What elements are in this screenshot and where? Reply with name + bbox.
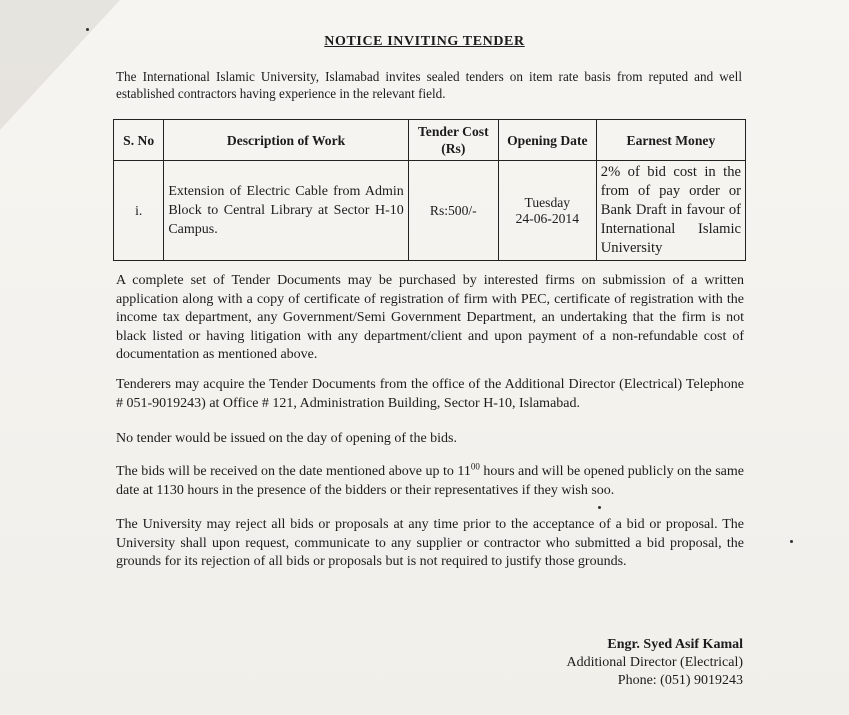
scan-speck (790, 540, 793, 543)
page-fold-shadow (0, 0, 120, 130)
paragraph-tender-documents: A complete set of Tender Documents may be purchased by interested firms on submission of a written application along with a copy of certificate of registration of firm with PEC, certificate of registration with the income tax department, any Government/Semi Government Department, an undertaking that the firm is not black listed or having litigation with any department/client and upon payment of a non-refundable cost of documentation as mentioned above. (116, 273, 744, 362)
header-earnest-money: Earnest Money (596, 120, 745, 161)
bid-receipt-superscript: 00 (470, 461, 480, 472)
header-description: Description of Work (164, 120, 408, 161)
header-sno: S. No (114, 120, 164, 161)
notice-title: NOTICE INVITING TENDER (324, 34, 525, 49)
header-tender-cost: Tender Cost (Rs) (408, 120, 498, 161)
cell-description: Extension of Electric Cable from Admin Block to Central Library at Sector H-10 Campus. (164, 161, 408, 261)
header-opening-date: Opening Date (498, 120, 596, 161)
cell-sno: i. (114, 161, 164, 261)
scan-speck (86, 28, 89, 31)
opening-date-value: 24-06-2014 (515, 210, 580, 226)
signatory-phone: Phone: (051) 9019243 (617, 673, 743, 688)
paragraph-acquire-documents: Tenderers may acquire the Tender Documents from the office of the Additional Director (Electrical) Telephone # 051-9019243) at Office # 121, Administration Building, Sector H-10, Islamabad. (116, 377, 744, 411)
tender-table (113, 119, 746, 261)
scan-speck (598, 506, 601, 509)
paragraph-bid-receipt (116, 463, 744, 500)
paragraph-no-tender-issue: No tender would be issued on the day of opening of the bids. (116, 431, 457, 446)
bid-receipt-text-end: hours and will be opened publicly on the same date at 1130 hours in the presence of the bidders or their representatives if they wish soo. (116, 464, 744, 498)
cell-opening-date (498, 161, 596, 261)
signatory-name: Engr. Syed Asif Kamal (607, 637, 743, 652)
signature-block (567, 636, 743, 690)
bid-receipt-text-start: The bids will be received on the date mentioned above up to 11 (116, 464, 471, 479)
opening-day: Tuesday (524, 194, 571, 210)
paragraph-rejection-policy: The University may reject all bids or proposals at any time prior to the acceptance of a bid or proposal. The University shall upon request, communicate to any supplier or contractor who submitted a bid proposal, the grounds for its rejection of all bids or proposals but is not required to justify those grounds. (116, 517, 744, 569)
tender-table-header-row (114, 120, 746, 161)
signatory-designation: Additional Director (Electrical) (566, 655, 743, 670)
cell-tender-cost: Rs:500/- (408, 161, 498, 261)
table-row (114, 161, 746, 261)
intro-paragraph: The International Islamic University, Islamabad invites sealed tenders on item rate basis from reputed and well established contractors having experience in the relevant field. (116, 69, 742, 101)
cell-earnest-money: 2% of bid cost in the from of pay order or Bank Draft in favour of International Islamic University (596, 161, 745, 261)
